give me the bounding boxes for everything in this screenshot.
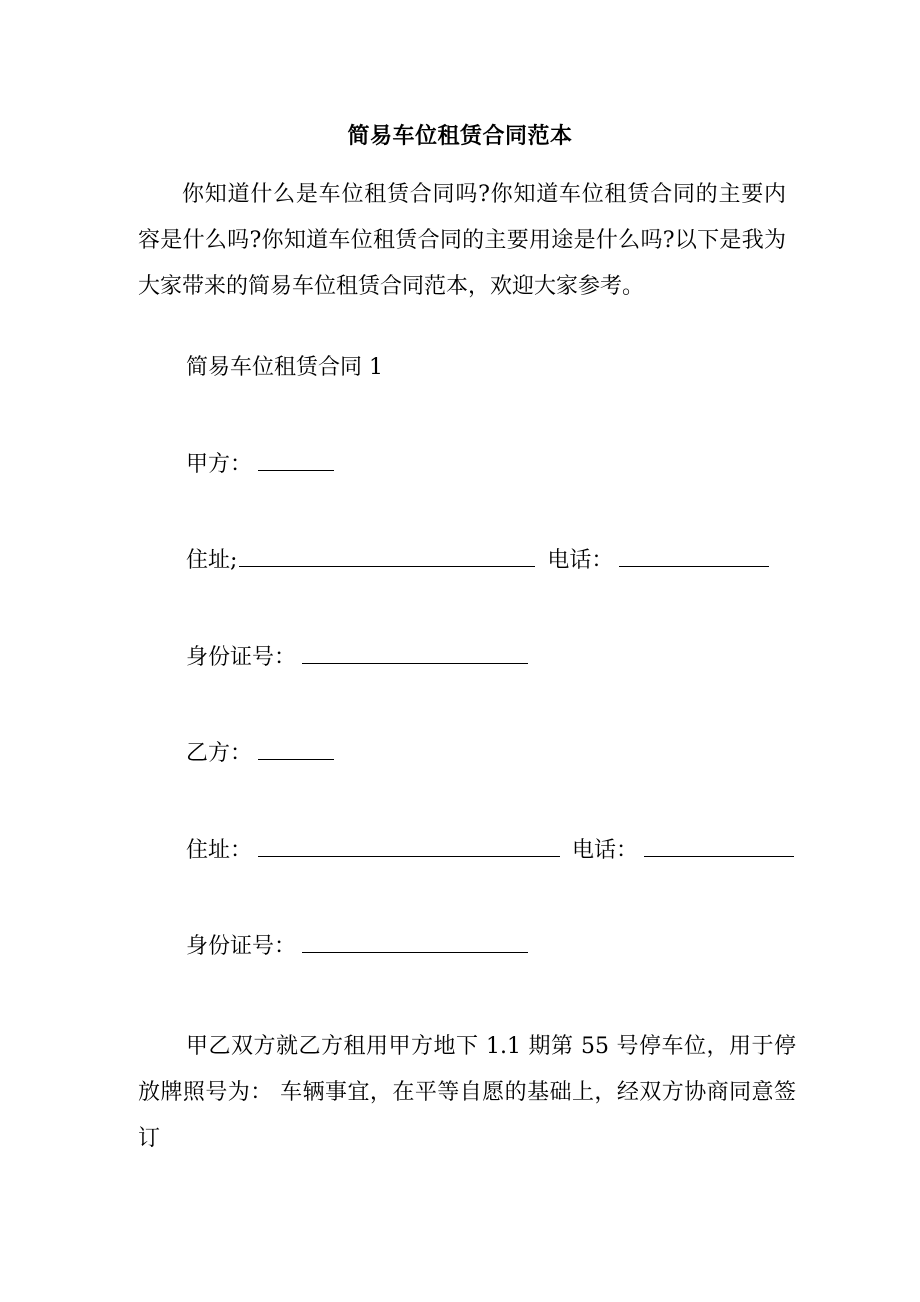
party-a-blank[interactable] bbox=[258, 469, 334, 471]
party-b-blank[interactable] bbox=[258, 758, 334, 760]
party-b-address-blank[interactable] bbox=[258, 855, 560, 857]
party-b-id-line bbox=[186, 932, 528, 962]
contract-subtitle: 简易车位租赁合同 1 bbox=[186, 355, 383, 380]
party-b-id-label: 身份证号： bbox=[186, 934, 297, 959]
party-a-id-line bbox=[186, 643, 528, 673]
party-a-line bbox=[186, 450, 334, 480]
party-a-id-blank[interactable] bbox=[302, 662, 528, 664]
document-title: 简易车位租赁合同范本 bbox=[347, 123, 573, 149]
party-b-line bbox=[186, 739, 334, 769]
party-a-address-label: 住址; bbox=[186, 548, 238, 573]
party-a-phone-label: 电话： bbox=[547, 548, 614, 573]
party-a-phone-blank[interactable] bbox=[619, 565, 769, 567]
party-b-phone-label: 电话： bbox=[572, 838, 639, 863]
party-a-id-label: 身份证号： bbox=[186, 645, 297, 670]
party-b-id-blank[interactable] bbox=[302, 951, 528, 953]
party-b-address-label: 住址： bbox=[186, 838, 253, 863]
party-b-phone-blank[interactable] bbox=[644, 855, 794, 857]
party-a-address-line bbox=[186, 546, 769, 576]
terms-paragraph: 甲乙双方就乙方租用甲方地下 1.1 期第 55 号停车位，用于停放牌照号为： 车辆事宜，在平等自愿的基础上，经双方协商同意签订 bbox=[138, 1034, 796, 1151]
party-a-label: 甲方： bbox=[186, 452, 253, 477]
party-b-address-line bbox=[186, 836, 794, 866]
party-a-address-blank[interactable] bbox=[239, 565, 535, 567]
party-b-label: 乙方： bbox=[186, 741, 253, 766]
intro-paragraph: 你知道什么是车位租赁合同吗?你知道车位租赁合同的主要内容是什么吗?你知道车位租赁合同的主要用途是什么吗?以下是我为大家带来的简易车位租赁合同范本，欢迎大家参考。 bbox=[138, 182, 786, 299]
